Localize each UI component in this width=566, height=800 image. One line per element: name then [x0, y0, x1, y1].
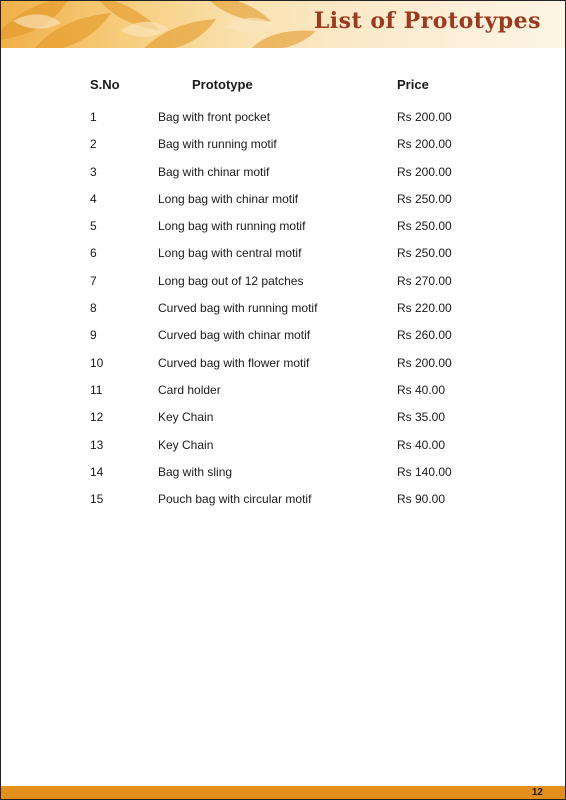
- row-prototype: Long bag with central motif: [158, 246, 302, 261]
- column-header-sno: S.No: [90, 77, 120, 92]
- row-prototype: Bag with running motif: [158, 137, 277, 152]
- page-title: List of Prototypes: [313, 8, 541, 34]
- table-row: [1, 239, 565, 266]
- table-row: [1, 431, 565, 458]
- row-price: Rs 250.00: [397, 191, 452, 206]
- row-price: Rs 200.00: [397, 137, 452, 152]
- table-row: [1, 267, 565, 294]
- table-row: [1, 349, 565, 376]
- header-banner: [1, 1, 565, 48]
- row-sno: 6: [90, 246, 97, 261]
- row-sno: 10: [90, 355, 104, 370]
- row-sno: 5: [90, 219, 97, 234]
- row-prototype: Bag with front pocket: [158, 110, 271, 124]
- row-price: Rs 250.00: [397, 246, 452, 261]
- row-prototype: Long bag with chinar motif: [158, 191, 299, 206]
- row-sno: 2: [90, 137, 97, 152]
- row-prototype: Key Chain: [158, 437, 214, 452]
- row-price: Rs 260.00: [397, 328, 452, 343]
- table-body: [1, 103, 565, 512]
- row-price: Rs 40.00: [397, 382, 446, 397]
- column-header-prototype: Prototype: [192, 77, 253, 92]
- row-price: Rs 200.00: [397, 164, 452, 179]
- table-row: [1, 458, 565, 485]
- row-sno: 7: [90, 273, 97, 288]
- row-prototype: Long bag out of 12 patches: [158, 273, 304, 288]
- row-prototype: Curved bag with flower motif: [158, 355, 310, 370]
- table-header-row: [1, 71, 565, 103]
- row-sno: 12: [90, 410, 104, 425]
- row-prototype: Curved bag with chinar motif: [158, 328, 311, 343]
- row-price: Rs 40.00: [397, 437, 446, 452]
- table-row: [1, 294, 565, 321]
- row-prototype: Bag with chinar motif: [158, 164, 270, 179]
- row-sno: 15: [90, 492, 104, 507]
- row-sno: 13: [90, 437, 104, 452]
- row-price: Rs 250.00: [397, 219, 452, 234]
- row-price: Rs 90.00: [397, 492, 446, 507]
- column-header-price: Price: [397, 77, 429, 92]
- row-prototype: Key Chain: [158, 410, 214, 425]
- row-price: Rs 270.00: [397, 273, 452, 288]
- row-sno: 1: [90, 110, 97, 124]
- table-row: [1, 212, 565, 239]
- page-number: 12: [531, 787, 543, 798]
- table-row: [1, 485, 565, 512]
- row-sno: 11: [90, 382, 103, 397]
- row-sno: 9: [90, 328, 97, 343]
- row-sno: 3: [90, 164, 97, 179]
- row-price: Rs 35.00: [397, 410, 446, 425]
- row-sno: 4: [90, 191, 97, 206]
- row-price: Rs 200.00: [397, 355, 452, 370]
- table-row: [1, 158, 565, 185]
- row-price: Rs 200.00: [397, 110, 452, 124]
- row-prototype: Long bag with running motif: [158, 219, 306, 234]
- table-row: [1, 321, 565, 348]
- row-sno: 14: [90, 464, 104, 479]
- footer-bar: [1, 786, 565, 799]
- row-prototype: Card holder: [158, 382, 221, 397]
- row-price: Rs 220.00: [397, 301, 452, 316]
- row-prototype: Bag with sling: [158, 464, 233, 479]
- table-row: [1, 403, 565, 430]
- table-row: [1, 130, 565, 157]
- table-row: [1, 185, 565, 212]
- row-sno: 8: [90, 301, 97, 316]
- row-prototype: Curved bag with running motif: [158, 301, 318, 316]
- table-row: [1, 103, 565, 130]
- prototype-table: [1, 71, 565, 512]
- row-prototype: Pouch bag with circular motif: [158, 492, 312, 507]
- table-row: [1, 376, 565, 403]
- row-price: Rs 140.00: [397, 464, 452, 479]
